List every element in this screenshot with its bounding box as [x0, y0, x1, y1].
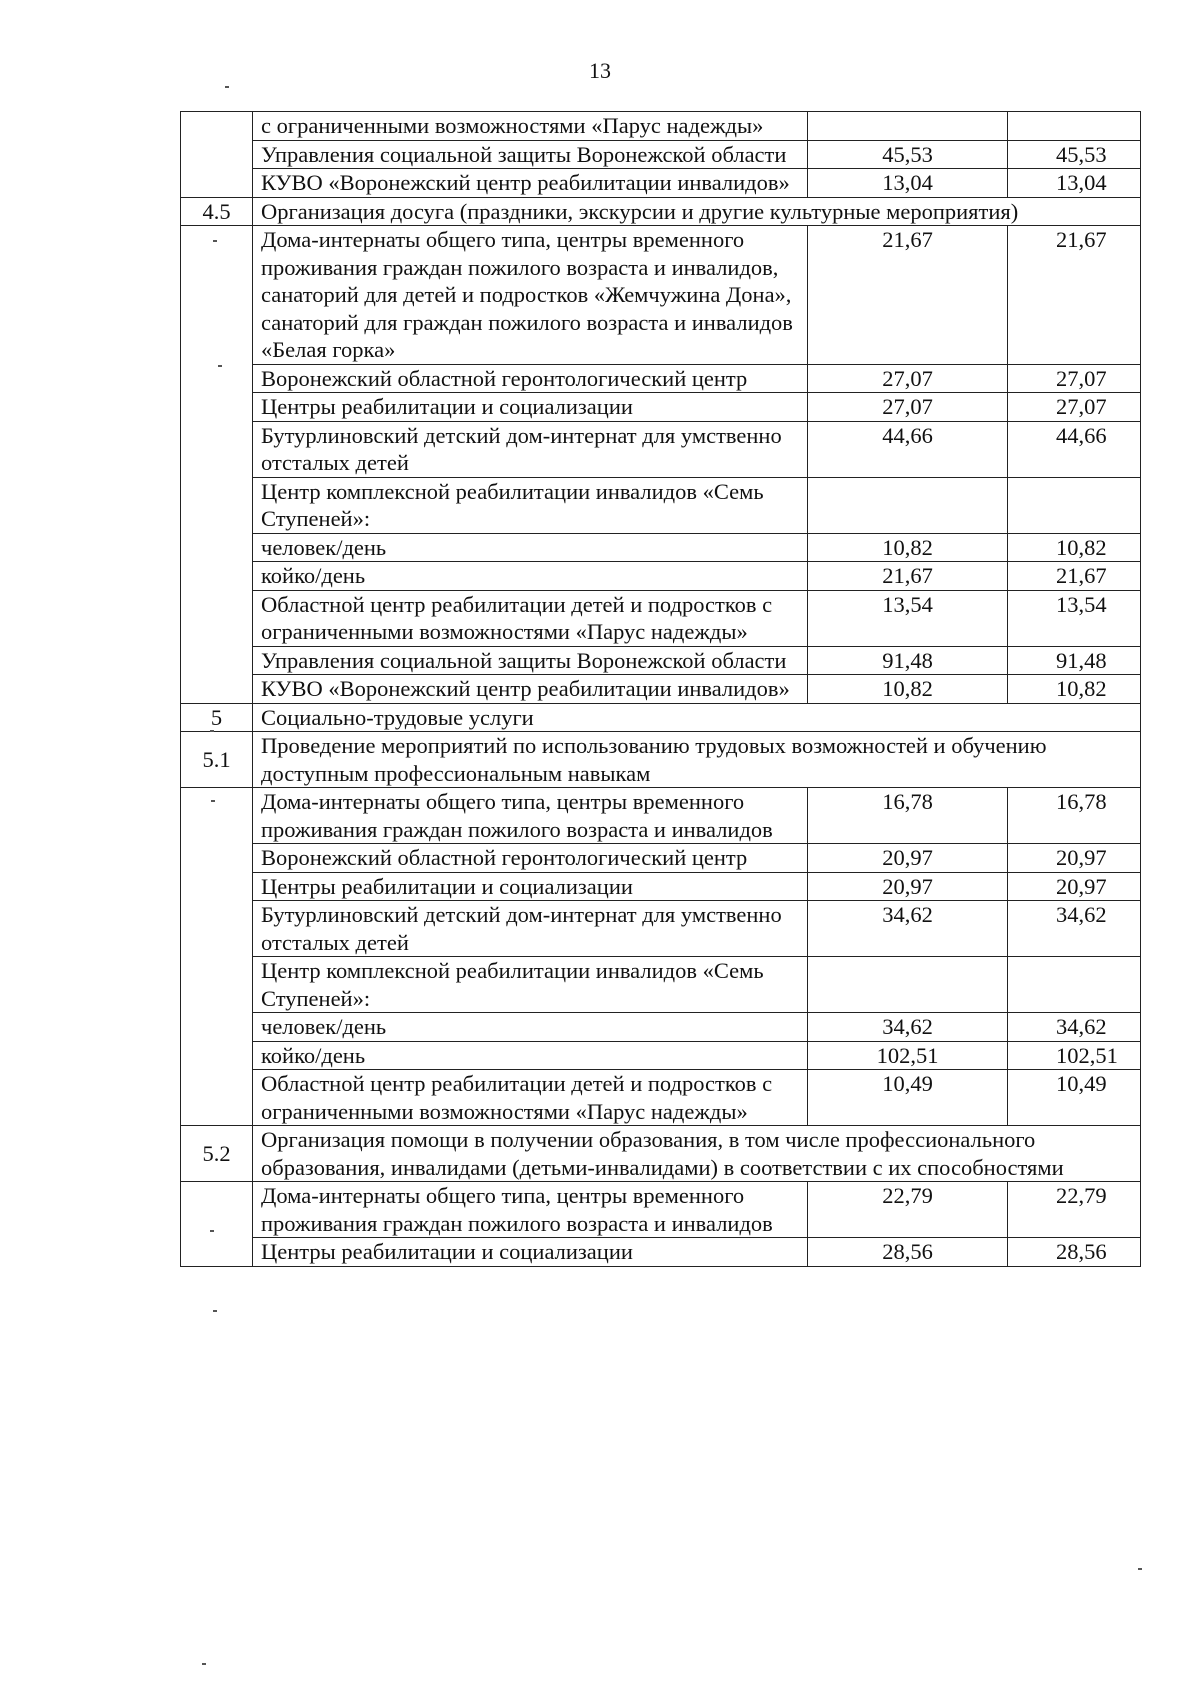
services-table	[180, 111, 1141, 1267]
section-number: 5	[181, 703, 253, 732]
table-row	[181, 646, 1141, 675]
scan-speck	[202, 1663, 206, 1665]
table-row	[181, 957, 1141, 1013]
table-row	[181, 872, 1141, 901]
tariff-value-1: 21,67	[808, 562, 1008, 591]
institution-name: Дома-интернаты общего типа, центры временного проживания граждан пожилого возраста и инвалидов	[253, 1182, 808, 1238]
tariff-value-1: 45,53	[808, 140, 1008, 169]
institution-name: Центр комплексной реабилитации инвалидов «Семь Ступеней»:	[253, 957, 808, 1013]
tariff-value-1: 10,82	[808, 675, 1008, 704]
tariff-value-2	[1008, 112, 1141, 141]
group-number-cell	[181, 112, 253, 198]
table-row	[181, 1070, 1141, 1126]
table-row	[181, 112, 1141, 141]
tariff-value-2: 27,07	[1008, 364, 1141, 393]
table-row	[181, 1041, 1141, 1070]
group-number-cell	[181, 1182, 253, 1267]
tariff-value-2: 102,51	[1008, 1041, 1141, 1070]
scan-speck	[210, 730, 214, 732]
tariff-value-1: 16,78	[808, 788, 1008, 844]
institution-name: КУВО «Воронежский центр реабилитации инвалидов»	[253, 169, 808, 198]
tariff-value-1: 13,04	[808, 169, 1008, 198]
section-title: Проведение мероприятий по использованию трудовых возможностей и обучению доступным профессиональным навыкам	[253, 732, 1141, 788]
tariff-value-2: 28,56	[1008, 1238, 1141, 1267]
section-number: 4.5	[181, 197, 253, 226]
tariff-value-1	[808, 112, 1008, 141]
tariff-value-2: 27,07	[1008, 393, 1141, 422]
scan-speck	[213, 240, 217, 242]
tariff-value-1: 27,07	[808, 364, 1008, 393]
tariff-value-1: 21,67	[808, 226, 1008, 365]
institution-name: койко/день	[253, 1041, 808, 1070]
group-number-cell	[181, 788, 253, 1126]
scan-speck	[213, 1310, 217, 1312]
scan-speck	[211, 800, 215, 802]
table-row	[181, 1013, 1141, 1042]
tariff-value-1: 13,54	[808, 590, 1008, 646]
table-row	[181, 226, 1141, 365]
institution-name: Дома-интернаты общего типа, центры временного проживания граждан пожилого возраста и инвалидов	[253, 788, 808, 844]
table-row	[181, 590, 1141, 646]
tariff-value-2: 21,67	[1008, 226, 1141, 365]
scan-speck	[225, 86, 229, 88]
institution-name: Управления социальной защиты Воронежской области	[253, 140, 808, 169]
tariff-value-1: 91,48	[808, 646, 1008, 675]
table-row	[181, 393, 1141, 422]
table-row	[181, 1238, 1141, 1267]
tariff-value-2	[1008, 477, 1141, 533]
table-row	[181, 364, 1141, 393]
institution-name: Управления социальной защиты Воронежской области	[253, 646, 808, 675]
tariff-value-2: 20,97	[1008, 844, 1141, 873]
scan-speck	[1138, 1568, 1142, 1570]
table-body	[181, 112, 1141, 1267]
tariff-value-1: 20,97	[808, 872, 1008, 901]
table-row	[181, 901, 1141, 957]
scan-speck	[218, 365, 222, 367]
section-row	[181, 197, 1141, 226]
tariff-value-2: 10,82	[1008, 675, 1141, 704]
table-row	[181, 844, 1141, 873]
scan-speck	[210, 1230, 214, 1232]
institution-name: Воронежский областной геронтологический центр	[253, 364, 808, 393]
group-number-cell	[181, 226, 253, 704]
institution-name: койко/день	[253, 562, 808, 591]
tariff-value-2: 13,04	[1008, 169, 1141, 198]
section-number: 5.2	[181, 1126, 253, 1182]
tariff-value-2: 10,49	[1008, 1070, 1141, 1126]
tariff-value-2: 45,53	[1008, 140, 1141, 169]
institution-name: человек/день	[253, 1013, 808, 1042]
section-title: Организация досуга (праздники, экскурсии и другие культурные мероприятия)	[253, 197, 1141, 226]
section-title: Социально-трудовые услуги	[253, 703, 1141, 732]
table-row	[181, 675, 1141, 704]
table-row	[181, 562, 1141, 591]
page-number: 13	[589, 58, 611, 83]
table-row	[181, 140, 1141, 169]
tariff-value-2: 16,78	[1008, 788, 1141, 844]
section-number: 5.1	[181, 732, 253, 788]
tariff-value-2: 13,54	[1008, 590, 1141, 646]
tariff-value-2: 44,66	[1008, 421, 1141, 477]
tariff-value-2: 10,82	[1008, 533, 1141, 562]
table-row	[181, 533, 1141, 562]
section-row	[181, 732, 1141, 788]
tariff-value-1: 10,49	[808, 1070, 1008, 1126]
institution-name: с ограниченными возможностями «Парус надежды»	[253, 112, 808, 141]
table-row	[181, 169, 1141, 198]
institution-name: Центры реабилитации и социализации	[253, 1238, 808, 1267]
tariff-value-1: 27,07	[808, 393, 1008, 422]
table-row	[181, 477, 1141, 533]
table-row	[181, 421, 1141, 477]
institution-name: Бутурлиновский детский дом-интернат для умственно отсталых детей	[253, 901, 808, 957]
tariff-value-1: 34,62	[808, 901, 1008, 957]
tariff-value-1	[808, 957, 1008, 1013]
institution-name: человек/день	[253, 533, 808, 562]
tariff-value-1: 28,56	[808, 1238, 1008, 1267]
tariff-value-2: 34,62	[1008, 1013, 1141, 1042]
institution-name: Бутурлиновский детский дом-интернат для умственно отсталых детей	[253, 421, 808, 477]
institution-name: Центр комплексной реабилитации инвалидов «Семь Ступеней»:	[253, 477, 808, 533]
section-row	[181, 1126, 1141, 1182]
tariff-value-1	[808, 477, 1008, 533]
institution-name: КУВО «Воронежский центр реабилитации инвалидов»	[253, 675, 808, 704]
tariff-value-1: 22,79	[808, 1182, 1008, 1238]
tariff-value-1: 20,97	[808, 844, 1008, 873]
tariff-value-2	[1008, 957, 1141, 1013]
tariff-value-1: 44,66	[808, 421, 1008, 477]
tariff-value-1: 34,62	[808, 1013, 1008, 1042]
table-row	[181, 788, 1141, 844]
tariff-value-2: 91,48	[1008, 646, 1141, 675]
tariff-value-2: 22,79	[1008, 1182, 1141, 1238]
institution-name: Дома-интернаты общего типа, центры временного проживания граждан пожилого возраста и инвалидов, санаторий для детей и подростков «Жемчужина Дона», санаторий для граждан пожилого возраста и инвалидов «Белая горка»	[253, 226, 808, 365]
tariff-value-2: 21,67	[1008, 562, 1141, 591]
institution-name: Центры реабилитации и социализации	[253, 393, 808, 422]
institution-name: Воронежский областной геронтологический центр	[253, 844, 808, 873]
tariff-value-2: 20,97	[1008, 872, 1141, 901]
tariff-value-2: 34,62	[1008, 901, 1141, 957]
table-row	[181, 1182, 1141, 1238]
institution-name: Областной центр реабилитации детей и подростков с ограниченными возможностями «Парус надежды»	[253, 590, 808, 646]
institution-name: Центры реабилитации и социализации	[253, 872, 808, 901]
institution-name: Областной центр реабилитации детей и подростков с ограниченными возможностями «Парус надежды»	[253, 1070, 808, 1126]
section-row	[181, 703, 1141, 732]
section-title: Организация помощи в получении образования, в том числе профессионального образования, инвалидами (детьми-инвалидами) в соответствии с их способностями	[253, 1126, 1141, 1182]
tariff-value-1: 10,82	[808, 533, 1008, 562]
tariff-value-1: 102,51	[808, 1041, 1008, 1070]
